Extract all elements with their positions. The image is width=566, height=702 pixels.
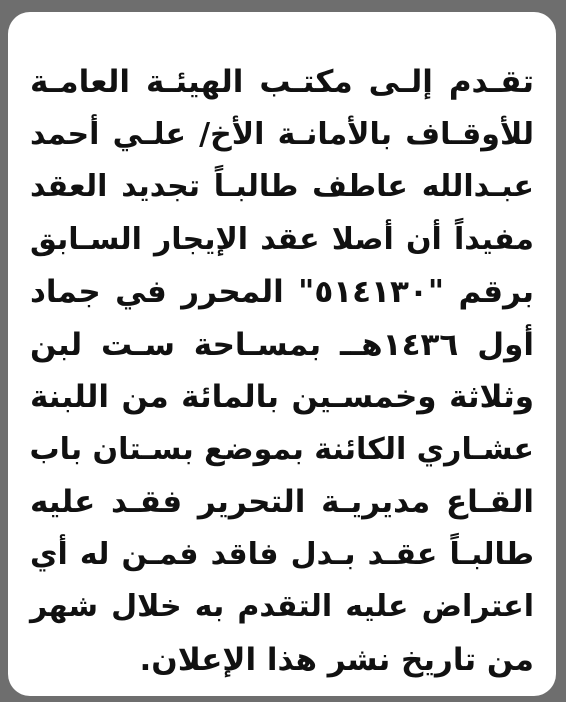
notice-line: عبـدالله عاطف طالبـاً تجديد العقد: [30, 169, 534, 204]
notice-line: أول ١٤٣٦هــ بمسـاحة سـت لبن: [30, 326, 534, 363]
notice-line: طالبـاً عقـد بـدل فاقد فمـن له أي: [30, 536, 534, 572]
notice-line: برقم "٥١٤١٣٠" المحرر في جماد: [30, 274, 534, 310]
notice-line: القـاع مديريـة التحرير فقـد عليه: [30, 484, 534, 520]
notice-text: [30, 56, 534, 686]
notice-line: من تاريخ نشر هذا الإعلان.: [139, 641, 534, 678]
notice-line: اعتراض عليه التقدم به خلال شهر: [30, 589, 534, 624]
notice-line: وثلاثة وخمسـين بالمائة من اللبنة: [30, 379, 534, 415]
notice-line: تقـدم إلـى مكتـب الهيئـة العامـة: [30, 64, 534, 100]
notice-line: عشـاري الكائنة بموضع بسـتان باب: [29, 431, 534, 467]
notice-line: للأوقـاف بالأمانـة الأخ/ علـي أحمد: [30, 116, 534, 152]
notice-card: [8, 12, 556, 696]
notice-line: مفيداً أن أصلا عقد الإيجار السـابق: [30, 221, 534, 257]
